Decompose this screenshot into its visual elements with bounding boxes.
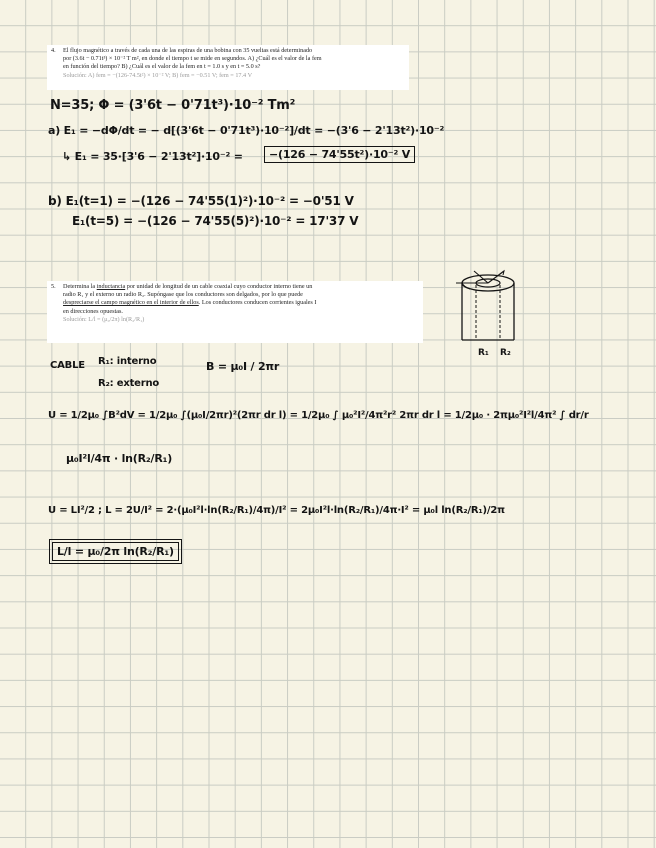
notes-5-r1: R₁: interno (98, 356, 157, 367)
problem-5-text-underlined: inductancia (96, 283, 126, 290)
problem-5-number: 5. (51, 283, 56, 290)
problem-4-statement (47, 45, 409, 90)
notes-4-part-b-t1: b) E₁(t=1) = −(126 − 74'55(1)²)·10⁻² = −0'51 V (48, 194, 354, 208)
problem-5-statement (47, 281, 423, 343)
problem-4-text-line-1: El flujo magnético a través de cada una de las espiras de una bobina con 35 vueltas está determinado (63, 47, 313, 54)
problem-5-text-line-4: en direcciones opuestas. (63, 307, 123, 315)
problem-5-solution: Solución: L/l = (μ₀/2π) ln(R₂/R₁) (63, 315, 145, 323)
notes-5-inductance-derivation: U = LI²/2 ; L = 2U/I² = 2·(μ₀I²l·ln(R₂/R₁)/4π)/I² = 2μ₀I²l·ln(R₂/R₁)/4π·I² = μ₀l ln(R₂/R₁)/2π (48, 505, 505, 516)
problem-5-text-pre: Determina la (63, 283, 97, 290)
problem-5-text-line-3-post: . Los conductores conducen corrientes iguales I (198, 299, 317, 307)
notes-5-r2: R₂: externo (98, 378, 160, 389)
diagram-label-r2: R₂ (500, 348, 511, 358)
problem-5-text-line-2: radio R₁ y el externo un radio R₂. Supóngase que los conductores son delgados, por lo que puede (63, 291, 303, 299)
notes-4-part-b-t5: E₁(t=5) = −(126 − 74'55(5)²)·10⁻² = 17'37 V (72, 214, 359, 228)
notes-5-b-field: B = μ₀I / 2πr (206, 360, 280, 373)
problem-5-text-line-3-underlined: despreciarse el campo magnético en el interior de ellos (63, 299, 199, 307)
coaxial-cable-diagram (450, 265, 530, 360)
notes-4-part-a-result: −(126 − 74'55t²)·10⁻² V (264, 146, 415, 163)
notes-5-energy-integral: U = 1/2μ₀ ∫B²dV = 1/2μ₀ ∫(μ₀I/2πr)²(2πr dr l) = 1/2μ₀ ∫ μ₀²I²/4π²r² 2πr dr l = 1/2μ₀ · 2πμ₀²I²l/4π² ∫ dr/r (48, 410, 589, 421)
diagram-label-r1: R₁ (478, 348, 489, 358)
notes-5-final-result: L/l = μ₀/2π ln(R₂/R₁) (52, 542, 179, 561)
problem-5-text-post: por unidad de longitud de un cable coaxial cuyo conductor interno tiene un (125, 283, 313, 290)
notes-4-part-a-emf: ↳ E₁ = 35·[3'6 − 2'13t²]·10⁻² = (62, 150, 243, 163)
notes-5-cable-label: CABLE (50, 360, 85, 371)
notes-4-given: N=35; Φ = (3'6t − 0'71t³)·10⁻² Tm² (50, 98, 296, 113)
problem-4-text-line-3: en función del tiempo? B) ¿Cuál es el valor de la fem en t = 1.0 s y en t = 5.0 s? (63, 63, 261, 71)
problem-4-solution: Solución: A) fem = −(126-74.5t²) × 10⁻² V; B) fem = −0.51 V; fem = 17.4 V (63, 71, 253, 79)
problem-4-number: 4. (51, 47, 56, 54)
notes-5-energy-result: μ₀I²l/4π · ln(R₂/R₁) (66, 452, 173, 465)
notes-4-part-a-derivative: a) E₁ = −dΦ/dt = − d[(3'6t − 0'71t³)·10⁻²]/dt = −(3'6 − 2'13t²)·10⁻² (48, 124, 445, 137)
problem-4-text-line-2: por (3.6t − 0.71t³) × 10⁻² T m², en donde el tiempo t se mide en segundos. A) ¿Cuál es el valor de la fem (63, 55, 322, 63)
